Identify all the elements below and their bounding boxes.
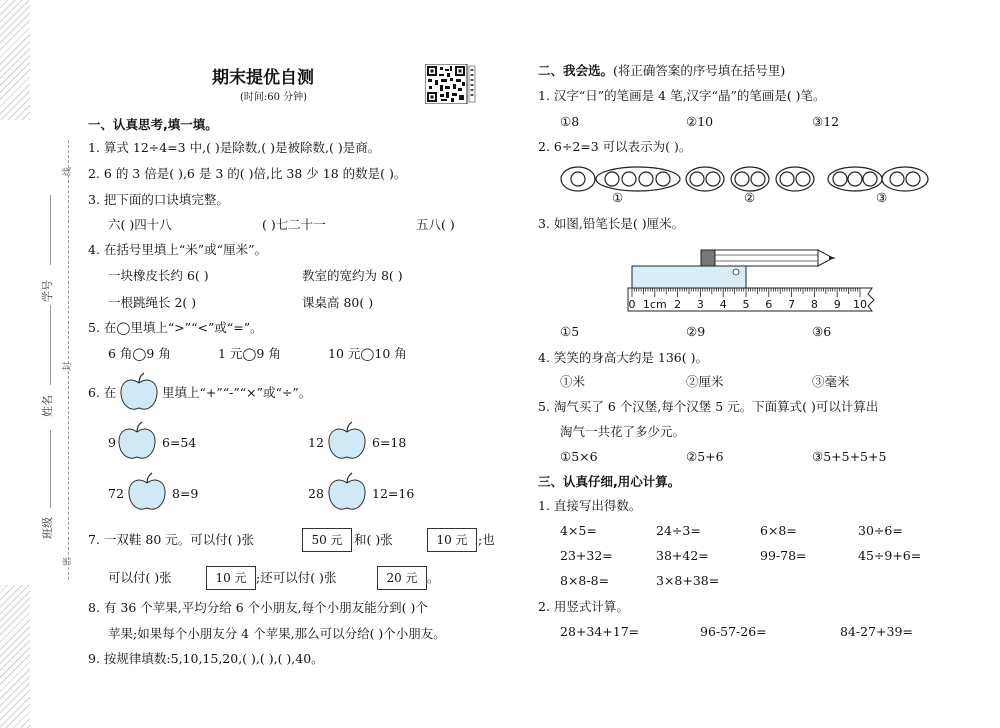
choice-5-opt-1: ①5×6 [560,449,598,464]
q6-item-1-left: 9 [108,435,116,450]
name-line [50,305,51,385]
calc-2-item-3: 84-27+39= [840,624,913,639]
calc-1-r3-c2: 3×8+38= [656,573,720,588]
class-line [50,430,51,508]
q6-item-3-right: 8=9 [172,486,199,501]
calc-1-r1-c3: 6×8= [760,523,797,538]
calc-1-r3-c1: 8×8-8= [560,573,610,588]
class-label: 班级 [41,517,54,539]
ruler-label: 3 [696,298,704,311]
question-7-part-f: 。 [427,570,440,585]
choice-4-opt-3: ③毫米 [812,374,850,389]
question-7-part-b: 和( )张 [354,532,393,547]
question-7-part-e: ;还可以付( )张 [256,570,337,585]
ruler-label: 5 [742,298,750,311]
choice-5-line-2: 淘气一共花了多少元。 [560,424,686,439]
question-3: 3. 把下面的口诀填完整。 [88,192,229,207]
question-1: 1. 算式 12÷4=3 中,( )是除数,( )是被除数,( )是商。 [88,140,381,155]
section-2-heading-line [538,63,785,79]
q6-item-4-right: 12=16 [372,486,415,501]
q4-item-1: 一块橡皮长约 6( ) [108,268,209,283]
binding-mark-seal: 封 [63,361,74,372]
ruler-label: 4 [719,298,727,311]
q3-item-1: 六( )四十八 [108,217,172,232]
q6-item-3-left: 72 [108,486,124,501]
apple-icon [118,372,160,414]
choice-1-opt-3: ③12 [812,114,840,129]
qr-code-icon [425,64,477,104]
banknote-20-box: 20 元 [377,566,427,590]
time-note: (时间:60 分钟) [240,92,308,103]
choice-5-line-1: 5. 淘气买了 6 个汉堡,每个汉堡 5 元。下面算式( )可以计算出 [538,399,879,414]
ruler-label: 6 [765,298,773,311]
q3-item-3: 五八( ) [416,217,455,232]
ruler-label: 9 [833,298,841,311]
ruler-label: 1cm [642,298,667,311]
calc-1-r1-c4: 30÷6= [858,523,903,538]
q6-item-2-right: 6=18 [372,435,407,450]
ruler-label: 7 [788,298,796,311]
banknote-10-box-2: 10 元 [206,566,256,590]
binding-line [68,140,69,580]
calc-1-r1-c1: 4×5= [560,523,597,538]
student-number-label: 学号 [41,280,54,302]
calc-1-r1-c2: 24÷3= [656,523,701,538]
q6-item-1-right: 6=54 [162,435,197,450]
choice-2-label-1: ① [612,190,624,205]
q5-item-1: 6 角◯9 角 [108,346,171,361]
margin-hatch-top [0,0,30,120]
choice-5-opt-3: ③5+5+5+5 [812,449,887,464]
calc-2-item-2: 96-57-26= [700,624,767,639]
apple-icon [326,421,368,463]
question-2: 2. 6 的 3 倍是( ),6 是 3 的( )倍,比 38 少 18 的数是( )。 [88,166,407,181]
question-4: 4. 在括号里填上“米”或“厘米”。 [88,242,267,257]
apple-icon [126,472,168,514]
section-2-heading: 二、我会选。 [538,63,614,78]
choice-3: 3. 如图,铅笔长是( )厘米。 [538,216,685,231]
calc-1: 1. 直接写出得数。 [538,498,642,513]
choice-1: 1. 汉字“日”的笔画是 4 笔,汉字“晶”的笔画是( )笔。 [538,88,826,103]
ruler-label: 10 [853,298,867,311]
calc-1-r2-c3: 99-78= [760,548,807,563]
question-6-suffix: 里填上“+”“-”“×”或“÷”。 [162,385,312,400]
banknote-50-box: 50 元 [302,528,352,552]
ruler-pencil-figure [626,244,884,314]
name-label: 姓名 [41,395,54,417]
choice-2-label-2: ② [744,190,756,205]
question-7-part-a: 7. 一双鞋 80 元。可以付( )张 [88,532,254,547]
ruler-label: 8 [810,298,818,311]
choice-3-opt-2: ②9 [686,324,706,339]
q5-item-2: 1 元◯9 角 [218,346,281,361]
calc-2-item-1: 28+34+17= [560,624,640,639]
q4-item-3: 一根跳绳长 2( ) [108,295,197,310]
section-2-note: (将正确答案的序号填在括号里) [613,63,786,78]
banknote-10-box: 10 元 [427,528,477,552]
question-7-part-d: 可以付( )张 [108,570,172,585]
ruler-label: 2 [674,298,682,311]
calc-2: 2. 用竖式计算。 [538,599,629,614]
q3-item-2: ( )七二十一 [262,217,326,232]
calc-1-r2-c1: 23+32= [560,548,613,563]
apple-icon [116,421,158,463]
q6-item-4-left: 28 [308,486,324,501]
question-9: 9. 按规律填数:5,10,15,20,( ),( ),( ),40。 [88,651,324,666]
calc-1-r2-c4: 45÷9+6= [858,548,922,563]
margin-hatch-bottom [0,585,30,728]
choice-2-label-3: ③ [876,190,888,205]
choice-4-opt-2: ②厘米 [686,374,724,389]
question-8-line-1: 8. 有 36 个苹果,平均分给 6 个小朋友,每个小朋友能分到( )个 [88,600,428,615]
q6-item-2-left: 12 [308,435,324,450]
choice-1-opt-1: ①8 [560,114,580,129]
q5-item-3: 10 元◯10 角 [328,346,407,361]
question-5: 5. 在◯里填上“>”“<”或“=”。 [88,320,263,335]
section-3-heading: 三、认真仔细,用心计算。 [538,474,681,489]
calc-1-r2-c2: 38+42= [656,548,709,563]
choice-5-opt-2: ②5+6 [686,449,724,464]
choice-1-opt-2: ②10 [686,114,714,129]
page-title: 期末提优自测 [212,68,314,88]
question-8-line-2: 苹果;如果每个小朋友分 4 个苹果,那么可以分给( )个小朋友。 [108,626,446,641]
choice-4-opt-1: ①米 [560,374,586,389]
binding-mark-line: 线 [63,166,74,177]
choice-3-opt-3: ③6 [812,324,832,339]
q4-item-4: 课桌高 80( ) [302,295,374,310]
choice-2: 2. 6÷2=3 可以表示为( )。 [538,139,692,154]
question-7-part-c: ;也 [478,532,495,547]
section-1-heading: 一、认真思考,填一填。 [88,117,218,132]
q4-item-2: 教室的宽约为 8( ) [302,268,403,283]
choice-4: 4. 笑笑的身高大约是 136( )。 [538,350,708,365]
question-6-prefix: 6. 在 [88,385,117,400]
choice-3-opt-1: ①5 [560,324,580,339]
ruler-label: 0 [628,298,636,311]
apple-icon [326,472,368,514]
binding-mark-secret: 密 [63,556,74,567]
student-number-line [50,195,51,265]
